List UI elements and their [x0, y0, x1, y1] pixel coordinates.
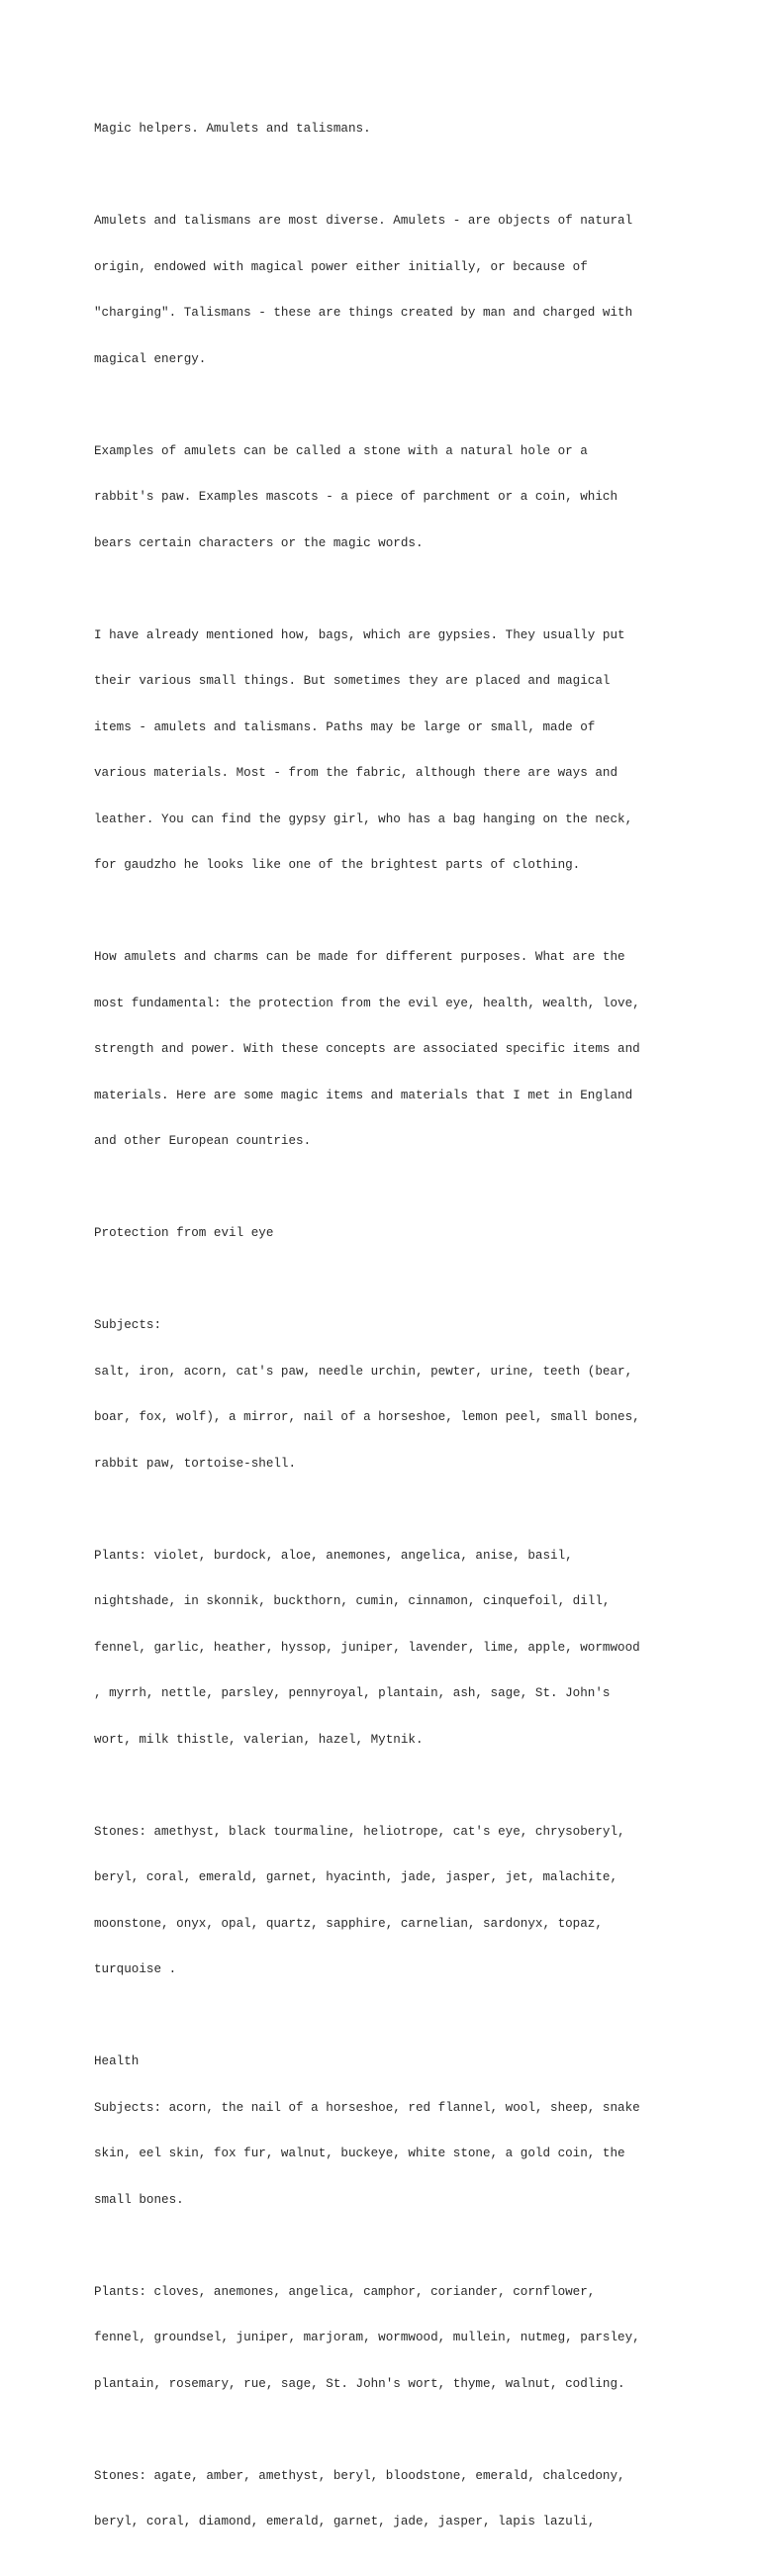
text-line: origin, endowed with magical power either initially, or because of	[94, 259, 588, 274]
text-line: small bones.	[94, 2192, 184, 2207]
text-line: nightshade, in skonnik, buckthorn, cumin, cinnamon, cinquefoil, dill,	[94, 1594, 611, 1608]
section-heading-evil-eye	[94, 1195, 727, 1273]
paragraph-purposes	[94, 919, 727, 1181]
document-title	[94, 91, 727, 168]
text-line: skin, eel skin, fox fur, walnut, buckeye, white stone, a gold coin, the	[94, 2147, 625, 2160]
text-line: rabbit paw, tortoise-shell.	[94, 1456, 297, 1471]
text-line: Stones: agate, amber, amethyst, beryl, bloodstone, emerald, chalcedony,	[94, 2468, 625, 2483]
paragraph-evil-eye-stones	[94, 1794, 727, 2009]
text-line: bears certain characters or the magic words.	[94, 535, 424, 550]
section-heading-health: Health	[94, 2054, 140, 2068]
text-line: strength and power. With these concepts are associated specific items and	[94, 1042, 640, 1056]
text-line: for gaudzho he looks like one of the brightest parts of clothing.	[94, 858, 581, 872]
text-line: their various small things. But sometimes they are placed and magical	[94, 674, 611, 688]
document-page	[94, 91, 727, 2576]
text-line: and other European countries.	[94, 1134, 312, 1148]
text-line: turquoise .	[94, 1962, 177, 1976]
text-line: Protection from evil eye	[94, 1226, 274, 1240]
text-line: magical energy.	[94, 351, 207, 366]
text-line: leather. You can find the gypsy girl, who has a bag hanging on the neck,	[94, 811, 633, 826]
text-line: Subjects:	[94, 1318, 162, 1332]
text-line: Stones: amethyst, black tourmaline, heliotrope, cat's eye, chrysoberyl,	[94, 1824, 625, 1839]
text-line: fennel, garlic, heather, hyssop, juniper, lavender, lime, apple, wormwood	[94, 1640, 640, 1655]
text-line: , myrrh, nettle, parsley, pennyroyal, plantain, ash, sage, St. John's	[94, 1686, 611, 1700]
text-line: wort, milk thistle, valerian, hazel, Mytnik.	[94, 1732, 424, 1747]
text-line: "charging". Talismans - these are things created by man and charged with	[94, 306, 633, 320]
text-line: Plants: cloves, anemones, angelica, camphor, coriander, cornflower,	[94, 2284, 596, 2299]
text-line: moonstone, onyx, opal, quartz, sapphire, carnelian, sardonyx, topaz,	[94, 1916, 603, 1931]
text-line: most fundamental: the protection from the evil eye, health, wealth, love,	[94, 996, 640, 1010]
text-line: Examples of amulets can be called a stone with a natural hole or a	[94, 443, 588, 458]
text-line: How amulets and charms can be made for different purposes. What are the	[94, 950, 625, 964]
text-line: beryl, coral, diamond, emerald, garnet, jade, jasper, lapis lazuli,	[94, 2515, 596, 2528]
paragraph-health-plants	[94, 2254, 727, 2424]
text-line: fennel, groundsel, juniper, marjoram, wormwood, mullein, nutmeg, parsley,	[94, 2331, 640, 2344]
paragraph-examples	[94, 414, 727, 583]
text-line: I have already mentioned how, bags, which are gypsies. They usually put	[94, 627, 625, 642]
paragraph-evil-eye-subjects	[94, 1288, 727, 1502]
paragraph-evil-eye-plants	[94, 1518, 727, 1779]
paragraph-intro	[94, 183, 727, 398]
text-line: rabbit's paw. Examples mascots - a piece of parchment or a coin, which	[94, 490, 618, 504]
text-line: Amulets and talismans are most diverse. Amulets - are objects of natural	[94, 214, 633, 228]
text-line: plantain, rosemary, rue, sage, St. John's wort, thyme, walnut, codling.	[94, 2376, 625, 2391]
text-line: materials. Here are some magic items and materials that I met in England	[94, 1088, 633, 1102]
paragraph-health-subjects	[94, 2024, 727, 2239]
text-line: salt, iron, acorn, cat's paw, needle urchin, pewter, urine, teeth (bear,	[94, 1364, 633, 1379]
text-line: items - amulets and talismans. Paths may be large or small, made of	[94, 719, 596, 734]
text-line: Subjects: acorn, the nail of a horseshoe, red flannel, wool, sheep, snake	[94, 2100, 640, 2115]
text-line: various materials. Most - from the fabric, although there are ways and	[94, 766, 618, 780]
paragraph-bags	[94, 598, 727, 905]
text-line: boar, fox, wolf), a mirror, nail of a horseshoe, lemon peel, small bones,	[94, 1410, 640, 1424]
text-line: Plants: violet, burdock, aloe, anemones, angelica, anise, basil,	[94, 1548, 573, 1563]
paragraph-health-stones	[94, 2438, 727, 2561]
text-line: Magic helpers. Amulets and talismans.	[94, 122, 371, 136]
text-line: beryl, coral, emerald, garnet, hyacinth, jade, jasper, jet, malachite,	[94, 1870, 618, 1884]
